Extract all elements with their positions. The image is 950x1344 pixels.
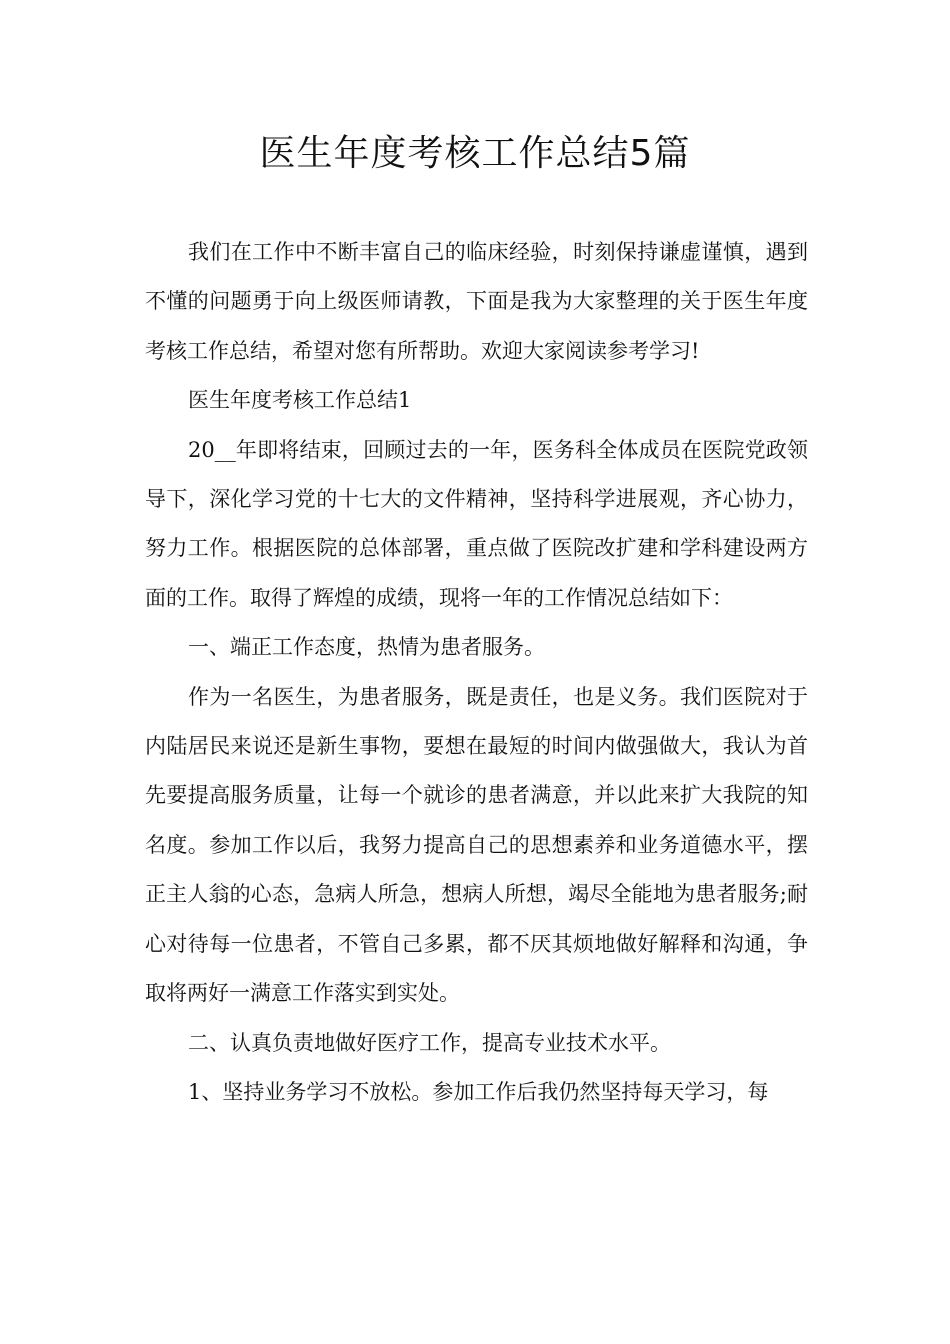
page-title: 医生年度考核工作总结5篇: [259, 133, 691, 174]
body-paragraph: 作为一名医生，为患者服务，既是责任，也是义务。我们医院对于内陆居民来说还是新生事物，要想在最短的时间内做强做大，我认为首先要提高服务质量，让每一个就诊的患者满意，并以此来扩大我院的知名度。参加工作以后，我努力提高自己的思想素养和业务道德水平，摆正主人翁的心态，急病人所急，想病人所想，竭尽全能地为患者服务;耐心对待每一位患者，不管自己多累，都不厌其烦地做好解释和沟通，争取将两好一满意工作落实到实处。: [145, 684, 808, 1006]
document-body: [145, 228, 808, 1117]
subheading: 一、端正工作态度，热情为患者服务。: [188, 635, 545, 660]
subheading: 二、认真负责地做好医疗工作，提高专业技术水平。: [188, 1030, 671, 1055]
section-heading: 医生年度考核工作总结1: [188, 388, 412, 413]
body-paragraph: 20__年即将结束，回顾过去的一年，医务科全体成员在医院党政领导下，深化学习党的十七大的文件精神，坚持科学进展观，齐心协力，努力工作。根据医院的总体部署，重点做了医院改扩建和学科建设两方面的工作。取得了辉煌的成绩，现将一年的工作情况总结如下：: [145, 437, 808, 610]
intro-paragraph: 我们在工作中不断丰富自己的临床经验，时刻保持谦虚谨慎，遇到不懂的问题勇于向上级医师请教，下面是我为大家整理的关于医生年度考核工作总结，希望对您有所帮助。欢迎大家阅读参考学习!: [145, 240, 808, 363]
body-paragraph: 1、坚持业务学习不放松。参加工作后我仍然坚持每天学习，每: [188, 1079, 769, 1104]
